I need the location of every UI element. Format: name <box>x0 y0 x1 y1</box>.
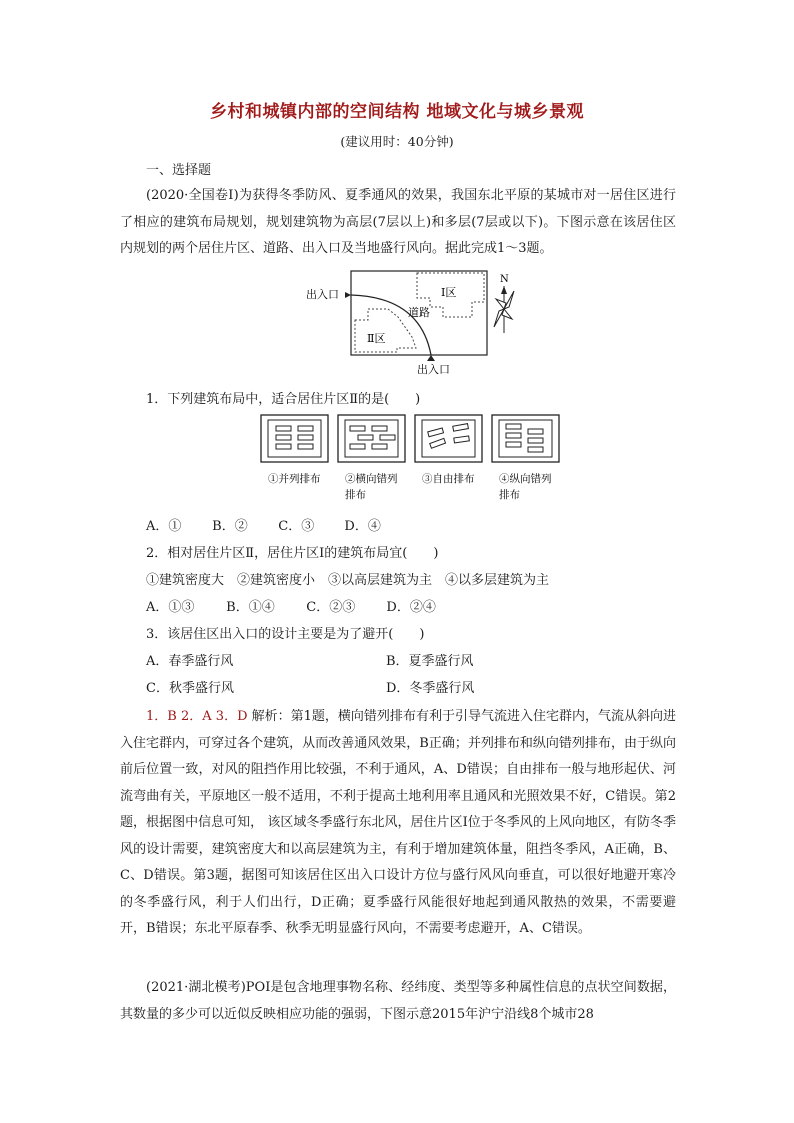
intro-paragraph-1: (2020·全国卷Ⅰ)为获得冬季防风、夏季通风的效果，我国东北平原的某城市对一居住区进行了相应的建筑布局规划，规划建筑物为高层(7层以上)和多层(7层或以下)。下图示意在该居住区内规划的两个居住片区、道路、出入口及当地盛行风向。据此完成1～3题。 <box>120 188 676 256</box>
layout-2-label-line2: 排布 <box>345 489 366 501</box>
layout-2-horizontal-stagger <box>338 415 405 462</box>
layout-2-label: ②横向错列 <box>345 473 398 485</box>
question-1-stem: 1．下列建筑布局中，适合居住片区Ⅱ的是( ) <box>146 392 421 407</box>
layout-4-label-line2: 排布 <box>499 489 520 501</box>
map-label-entrance-bottom: 出入口 <box>417 363 450 376</box>
question-1-options <box>146 515 381 534</box>
section-heading: 一、选择题 <box>146 163 212 178</box>
layout-1-label: ①并列排布 <box>268 473 321 485</box>
map-label-zone1: Ⅰ区 <box>441 286 457 299</box>
layout-3-free <box>415 415 482 462</box>
north-label: N <box>500 274 509 285</box>
q3-option-a[interactable]: A．春季盛行风 <box>146 654 234 669</box>
q3-option-b[interactable]: B．夏季盛行风 <box>386 654 474 669</box>
layout-diagrams <box>258 412 568 504</box>
page-title: 乡村和城镇内部的空间结构 地域文化与城乡景观 <box>210 102 584 122</box>
q2-option-a[interactable]: A．①③ <box>146 600 195 615</box>
answer-3: 3．D <box>215 709 248 724</box>
residential-area-map <box>300 265 540 380</box>
question-3-stem: 3．该居住区出入口的设计主要是为了避开( ) <box>146 627 425 642</box>
layout-4-label: ④纵向错列 <box>499 473 552 485</box>
q2-option-b[interactable]: B．①④ <box>226 600 275 615</box>
q1-option-b[interactable]: B．② <box>212 519 248 534</box>
answer-2: 2．A <box>180 709 212 724</box>
map-label-entrance-left: 出入口 <box>306 288 339 301</box>
layout-4-vertical-stagger <box>492 415 559 462</box>
question-2-stem: 2．相对居住片区Ⅱ，居住片区Ⅰ的建筑布局宜( ) <box>146 546 439 561</box>
q3-option-c[interactable]: C．秋季盛行风 <box>146 681 234 696</box>
answer-text: 解析：第1题，横向错列排布有利于引导气流进入住宅群内，气流从斜向进入住宅群内，可穿过各个建筑，从而改善通风效果，B正确；并列排布和纵向错列排布，由于纵向前后位置一致，对风的阻挡作用比较强，不利于通风，A、D错误；自由排布一般与地形起伏、河流弯曲有关，平原地区一般不适用，不利于提高土地利用率且通风和光照效果不好，C错误。第2题，根据图中信息可知， 该区域冬季盛行东北风，居住片区Ⅰ位于冬季风的上风向地区，有防冬季风的设计需要，建筑密度大和以高层建筑为主，有利于增加建筑体量，阻挡冬季风，A正确，B、C、D错误。第3题，据图可知该居住区出入口设计方位与盛行风风向垂直，可以很好地避开寒冷的冬季盛行风，利于人们出行，D正确；夏季盛行风能很好地起到通风散热的效果，不需要避开，B错误；东北平原春季、秋季无明显盛行风向，不需要考虑避开，A、C错误。 <box>120 709 676 936</box>
q3-option-d[interactable]: D．冬季盛行风 <box>386 681 475 696</box>
q1-option-c[interactable]: C．③ <box>278 519 315 534</box>
map-label-road: 道路 <box>408 306 430 319</box>
page-subtitle: (建议用时：40分钟) <box>340 134 454 149</box>
q2-option-d[interactable]: D．②④ <box>386 600 436 615</box>
q1-option-d[interactable]: D．④ <box>344 519 381 534</box>
question-2-statements: ①建筑密度大 ②建筑密度小 ③以高层建筑为主 ④以多层建筑为主 <box>146 573 550 588</box>
layout-3-label: ③自由排布 <box>422 473 475 485</box>
q2-option-c[interactable]: C．②③ <box>306 600 356 615</box>
intro-paragraph-2: (2021·湖北模考)POI是包含地理事物名称、经纬度、类型等多种属性信息的点状空间数据，其数量的多少可以近似反映相应功能的强弱，下图示意2015年沪宁沿线8个城市28 <box>120 980 676 1022</box>
answer-1: 1．B <box>146 709 177 724</box>
map-label-zone2: Ⅱ区 <box>367 332 386 345</box>
answer-explanation <box>120 704 676 943</box>
layout-1-parallel <box>261 415 328 462</box>
q1-option-a[interactable]: A．① <box>146 519 182 534</box>
question-2-options <box>146 596 436 615</box>
